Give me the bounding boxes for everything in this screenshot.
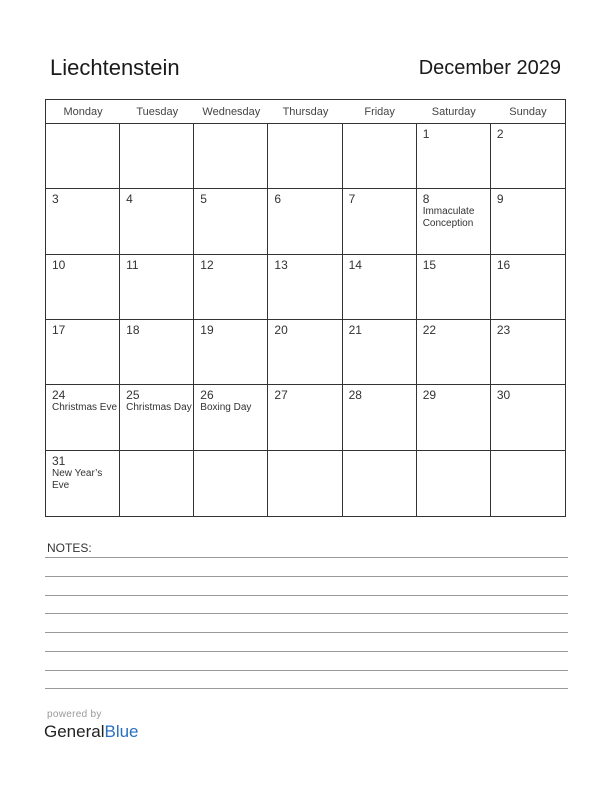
day-number: 16 (496, 257, 511, 272)
day-cell (194, 255, 268, 320)
brand-general: General (44, 722, 105, 741)
day-number: 29 (422, 388, 437, 403)
day-cell (491, 189, 565, 254)
day-number: 27 (274, 388, 288, 403)
day-cell (343, 451, 417, 516)
holiday-label: Immaculate Conception (422, 206, 475, 230)
day-number: 3 (52, 192, 59, 207)
day-number: 21 (348, 323, 362, 337)
holiday-label: Boxing Day (200, 402, 252, 414)
day-number: 6 (274, 192, 282, 207)
weekday-header: Saturday (417, 100, 491, 124)
day-cell (343, 385, 417, 450)
day-number: 2 (496, 127, 504, 141)
day-cell (417, 189, 491, 254)
weekday-header: Sunday (491, 100, 565, 124)
day-cell (417, 124, 491, 189)
notes-label: NOTES: (47, 541, 92, 555)
day-cell (46, 320, 120, 385)
day-number: 26 (200, 388, 214, 403)
holiday-label: Christmas Day (126, 402, 192, 414)
day-number: 25 (126, 388, 140, 403)
day-cell (491, 255, 565, 320)
holiday-label: Christmas Eve (52, 402, 118, 414)
month-year-title: December 2029 (418, 57, 561, 79)
day-cell (46, 255, 120, 320)
day-number: 11 (126, 257, 139, 272)
day-number: 10 (52, 257, 66, 272)
note-line (45, 576, 568, 577)
day-number: 14 (348, 257, 362, 272)
day-cell (46, 189, 120, 254)
day-number: 24 (52, 388, 66, 403)
day-number: 5 (200, 192, 207, 207)
day-cell (194, 385, 268, 450)
day-cell (46, 124, 120, 189)
day-cell (417, 320, 491, 385)
weekday-header: Monday (46, 100, 120, 124)
day-cell (491, 451, 565, 516)
day-cell (268, 451, 342, 516)
day-number: 9 (496, 192, 504, 207)
weekday-header: Tuesday (120, 100, 194, 124)
day-number: 8 (422, 192, 430, 207)
calendar-grid (45, 99, 566, 517)
day-cell (46, 385, 120, 450)
day-cell (417, 255, 491, 320)
note-line (45, 670, 568, 671)
day-number: 23 (496, 323, 511, 337)
day-cell (120, 451, 194, 516)
powered-by-text: powered by (47, 709, 102, 720)
day-number: 19 (200, 323, 214, 337)
day-cell (194, 320, 268, 385)
note-line (45, 632, 568, 633)
day-cell (491, 385, 565, 450)
day-cell (268, 385, 342, 450)
day-cell (268, 320, 342, 385)
day-number: 28 (348, 388, 362, 403)
day-cell (491, 320, 565, 385)
day-cell (343, 124, 417, 189)
weekday-header: Thursday (268, 100, 342, 124)
weekday-header: Friday (343, 100, 417, 124)
day-number: 22 (422, 323, 437, 337)
brand-logo[interactable] (44, 722, 139, 742)
note-line (45, 595, 568, 596)
day-cell (343, 189, 417, 254)
day-cell (343, 255, 417, 320)
weekday-header: Wednesday (194, 100, 268, 124)
day-cell (120, 124, 194, 189)
day-number: 13 (274, 257, 288, 272)
day-cell (46, 451, 120, 516)
day-cell (120, 255, 194, 320)
day-number: 18 (126, 323, 140, 337)
note-line (45, 557, 568, 558)
day-number: 15 (422, 257, 437, 272)
note-line (45, 651, 568, 652)
day-cell (268, 189, 342, 254)
day-number: 7 (348, 192, 356, 207)
day-cell (120, 189, 194, 254)
country-title: Liechtenstein (50, 55, 180, 80)
day-cell (194, 124, 268, 189)
day-number: 1 (422, 127, 430, 141)
day-cell (268, 255, 342, 320)
brand-blue: Blue (104, 722, 139, 741)
holiday-label: New Year’s Eve (52, 467, 103, 491)
day-number: 17 (52, 323, 66, 337)
day-cell (417, 451, 491, 516)
day-cell (194, 451, 268, 516)
day-cell (343, 320, 417, 385)
day-number: 31 (52, 453, 66, 468)
day-number: 30 (496, 388, 511, 403)
note-line (45, 688, 568, 689)
day-cell (268, 124, 342, 189)
day-cell (194, 189, 268, 254)
day-number: 4 (126, 192, 133, 207)
note-line (45, 613, 568, 614)
day-number: 20 (274, 323, 288, 337)
day-cell (120, 385, 194, 450)
day-cell (491, 124, 565, 189)
day-cell (120, 320, 194, 385)
day-number: 12 (200, 257, 214, 272)
day-cell (417, 385, 491, 450)
